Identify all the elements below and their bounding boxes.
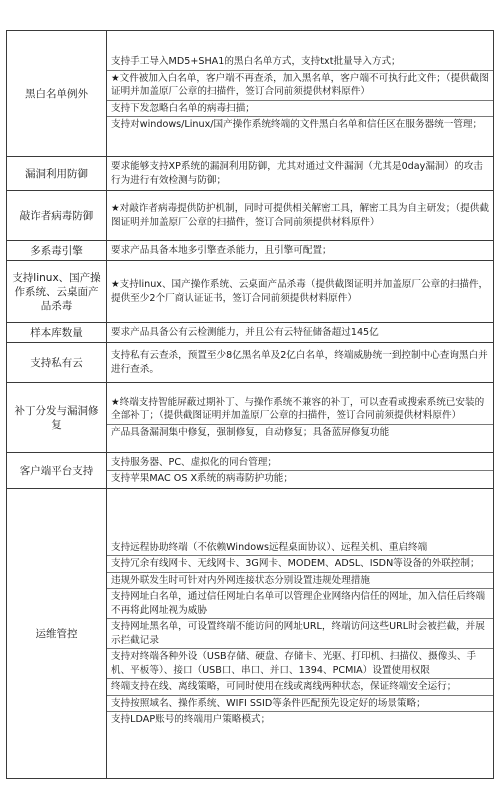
table-row: [7, 453, 494, 489]
description-cell: [107, 157, 494, 191]
description-line: 产品具备漏洞集中修复，强制修复，自动修复；具备蓝屏修复功能: [107, 424, 493, 441]
table-row: [7, 323, 494, 343]
category-cell: 漏洞利用防御: [7, 157, 107, 191]
description-line: 支持对终端各种外设（USB存储、硬盘、存储卡、光驱、打印机、扫描仪、摄像头、手机、平板等）、接口（USB口、串口、并口、1394、PCMIA）设置使用权限: [107, 648, 493, 678]
description-line: 违规外联发生时可针对内外网连接状态分别设置违规处理措施: [107, 572, 493, 589]
table-row: [7, 241, 494, 261]
description-line: 支持苹果MAC OS X系统的病毒防护功能；: [107, 470, 493, 487]
table-row: [7, 31, 494, 157]
description-cell: [107, 31, 494, 157]
description-line: 支持网址白名单，通过信任网址白名单可以管理企业网络内信任的网址，加入信任后终端不再将此网址视为威胁: [107, 588, 493, 618]
description-line: 支持对windows/Linux/国产操作系统终端的文件黑白名单和信任区在服务器统一管理；: [107, 116, 493, 133]
description-line: 支持冗余有线网卡、无线网卡、3G网卡、MODEM、ADSL、ISDN等设备的外联控制；: [107, 555, 493, 572]
category-cell: 支持私有云: [7, 343, 107, 383]
requirements-table-container: [6, 30, 493, 779]
description-line: ★终端支持智能屏蔽过期补丁、与操作系统不兼容的补丁，可以查看或搜索系统已安装的全部补丁；（提供截图证明并加盖原厂公章的扫描件，签订合同前须提供材料原件）: [111, 396, 485, 422]
description-cell: [107, 383, 494, 453]
description-line: ★文件被加入白名单，客户端不再查杀，加入黑名单，客户端不可执行此文件；（提供截图证明并加盖原厂公章的扫描件，签订合同前须提供材料原件）: [107, 70, 493, 100]
description-line: 支持下发忽略白名单的病毒扫描；: [107, 100, 493, 117]
category-cell: 多系毒引擎: [7, 241, 107, 261]
category-cell: 补丁分发与漏洞修复: [7, 383, 107, 453]
description-cell: [107, 323, 494, 343]
description-cell: [107, 489, 494, 779]
description-line: 支持网址黑名单，可设置终端不能访问的网址URL，终端访问这些URL时会被拦截，并展示拦截记录: [107, 618, 493, 648]
requirements-table: [6, 30, 494, 779]
description-line: 要求产品具备本地多引擎查杀能力，且引擎可配置；: [111, 244, 332, 256]
description-cell: [107, 261, 494, 323]
category-cell: 运维管控: [7, 489, 107, 779]
category-cell: 敲诈者病毒防御: [7, 191, 107, 241]
description-line: 支持私有云查杀，预置至少8亿黑名单及2亿白名单，终端威胁统一到控制中心查询黑白并进行查杀。: [111, 350, 488, 375]
table-row: [7, 343, 494, 383]
description-line: ★支持linux、国产操作系统、云桌面产品杀毒（提供截图证明并加盖原厂公章的扫描件，提供至少2个厂商认证证书，签订合同前须提供材料原件）: [111, 279, 489, 304]
table-row: [7, 191, 494, 241]
category-cell: 样本库数量: [7, 323, 107, 343]
category-cell: 黑白名单例外: [7, 31, 107, 157]
description-line: 支持手工导入MD5+SHA1的黑白名单方式，支持txt批量导入方式；: [111, 56, 401, 68]
description-line: 终端支持在线、离线策略，可同时使用在线或离线两种状态，保证终端安全运行；: [107, 678, 493, 695]
table-body: [7, 31, 494, 779]
category-cell: 客户端平台支持: [7, 453, 107, 489]
description-line: ★对敲诈者病毒提供防护机制，同时可提供相关解密工具，解密工具为自主研发；（提供截图证明并加盖原厂公章的扫描件，签订合同前须提供材料原件）: [111, 203, 489, 228]
description-cell: [107, 453, 494, 489]
description-line: 要求能够支持XP系统的漏洞利用防御，尤其对通过文件漏洞（尤其是0day漏洞）的攻击行为进行有效检测与防御；: [111, 161, 483, 186]
description-cell: [107, 241, 494, 261]
description-cell: [107, 343, 494, 383]
description-line: 支持LDAP账号的终端用户策略模式；: [107, 711, 493, 728]
description-line: 支持远程协助终端（不依赖Windows远程桌面协议）、远程关机、重启终端: [111, 541, 428, 553]
table-row: [7, 261, 494, 323]
category-cell: 支持linux、国产操作系统、云桌面产品杀毒: [7, 261, 107, 323]
description-line: 要求产品具备公有云检测能力，并且公有云特征储备超过145亿: [111, 326, 379, 338]
description-line: 支持服务器、PC、虚拟化的同台管理；: [111, 456, 277, 468]
table-row: [7, 157, 494, 191]
description-cell: [107, 191, 494, 241]
table-row: [7, 383, 494, 453]
description-line: 支持按照域名、操作系统、WIFI SSID等条件匹配预先设定好的场景策略；: [107, 695, 493, 712]
table-row: [7, 489, 494, 779]
